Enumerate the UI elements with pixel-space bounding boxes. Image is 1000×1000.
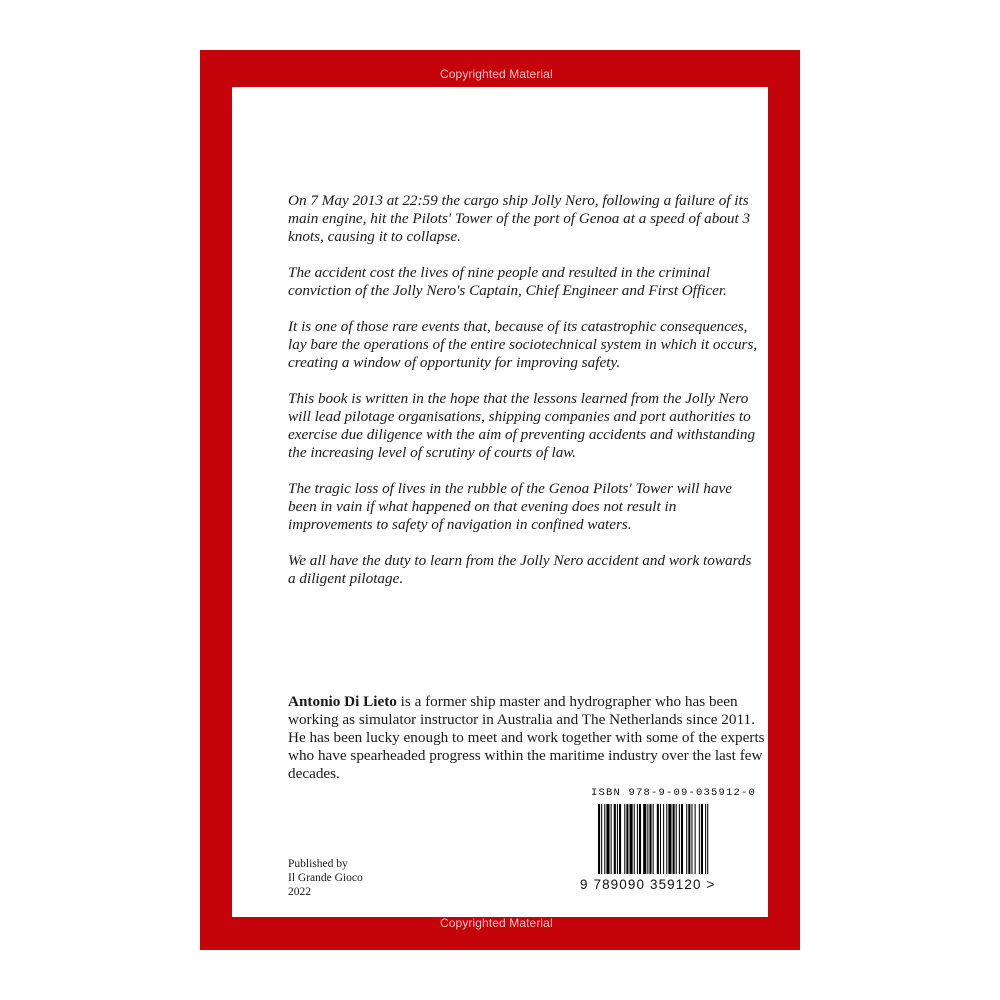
barcode-bar: [614, 804, 616, 874]
barcode-digits: 9 789090 359120 >: [580, 877, 716, 892]
barcode-bar: [626, 804, 628, 874]
barcode-bar: [695, 804, 696, 874]
publisher-name: Il Grande Gioco: [288, 872, 363, 884]
barcode-bar: [666, 804, 667, 874]
barcode-bar: [673, 804, 675, 874]
barcode-bar: [619, 804, 621, 874]
copyright-watermark-top: Copyrighted Material: [440, 67, 553, 81]
white-text-panel: [232, 87, 768, 917]
copyright-watermark-bottom: Copyrighted Material: [440, 916, 553, 930]
barcode-bar: [606, 804, 609, 874]
barcode-bar: [604, 804, 605, 874]
author-name: Antonio Di Lieto: [288, 693, 397, 710]
barcode-bar: [643, 804, 646, 874]
barcode-bar: [624, 804, 625, 874]
barcode-bar: [660, 804, 661, 874]
barcode-bar: [634, 804, 635, 874]
barcode-bar: [663, 804, 664, 874]
barcode-bar: [707, 804, 708, 874]
barcode-bar: [691, 804, 692, 874]
barcode-bar: [630, 804, 633, 874]
barcode-bar: [705, 804, 706, 874]
author-bio: [288, 693, 768, 783]
publisher-info: [288, 857, 363, 899]
blurb-paragraph: This book is written in the hope that the lessons learned from the Jolly Nero will lead pilotage organisations, shipping companies and port authorities to exercise due diligence with the aim of preventing accidents and withstanding the increasing level of scrutiny of courts of law.: [288, 390, 756, 461]
blurb-paragraph: On 7 May 2013 at 22:59 the cargo ship Jolly Nero, following a failure of its main engine, hit the Pilots' Tower of the port of Genoa at a speed of about 3 knots, causing it to collapse.: [288, 192, 751, 245]
barcode-bar: [668, 804, 671, 874]
author-bio-text: is a former ship master and hydrographer who has been working as simulator instructor in Australia and The Netherlands since 2011. He has been lucky enough to meet and work together with some of the experts who have spearheaded progress within the maritime industry over the last few decades.: [288, 693, 765, 782]
barcode-bar: [639, 804, 641, 874]
barcode-bar: [637, 804, 638, 874]
book-back-cover: [200, 50, 800, 950]
isbn-label: ISBN 978-9-09-035912-0: [591, 787, 757, 799]
barcode-bar: [686, 804, 687, 874]
barcode-bar: [647, 804, 648, 874]
barcode-bar: [649, 804, 651, 874]
barcode-bar: [699, 804, 700, 874]
barcode-bar: [681, 804, 683, 874]
blurb-paragraph: The accident cost the lives of nine people and resulted in the criminal conviction of the Jolly Nero's Captain, Chief Engineer and First Officer.: [288, 264, 727, 299]
barcode-bar: [653, 804, 654, 874]
blurb: [288, 192, 758, 606]
blurb-paragraph: The tragic loss of lives in the rubble of the Genoa Pilots' Tower will have been in vain if what happened on that evening does not result in improvements to safety of navigation in confined waters.: [288, 480, 732, 533]
barcode-graphic: [598, 804, 746, 874]
barcode-bar: [701, 804, 703, 874]
barcode-bar: [679, 804, 680, 874]
barcode-bar: [601, 804, 602, 874]
barcode-bar: [657, 804, 659, 874]
barcode-bar: [598, 804, 600, 874]
barcode-bar: [611, 804, 612, 874]
publication-year: 2022: [288, 886, 311, 898]
blurb-paragraph: We all have the duty to learn from the Jolly Nero accident and work towards a diligent pilotage.: [288, 552, 752, 587]
barcode-bar: [676, 804, 677, 874]
barcode-bar: [617, 804, 618, 874]
blurb-paragraph: It is one of those rare events that, because of its catastrophic consequences, lay bare the operations of the entire sociotechnical system in which it occurs, creating a window of opportunity for improving safety.: [288, 318, 758, 371]
barcode-bar: [688, 804, 690, 874]
publisher-label: Published by: [288, 858, 348, 870]
